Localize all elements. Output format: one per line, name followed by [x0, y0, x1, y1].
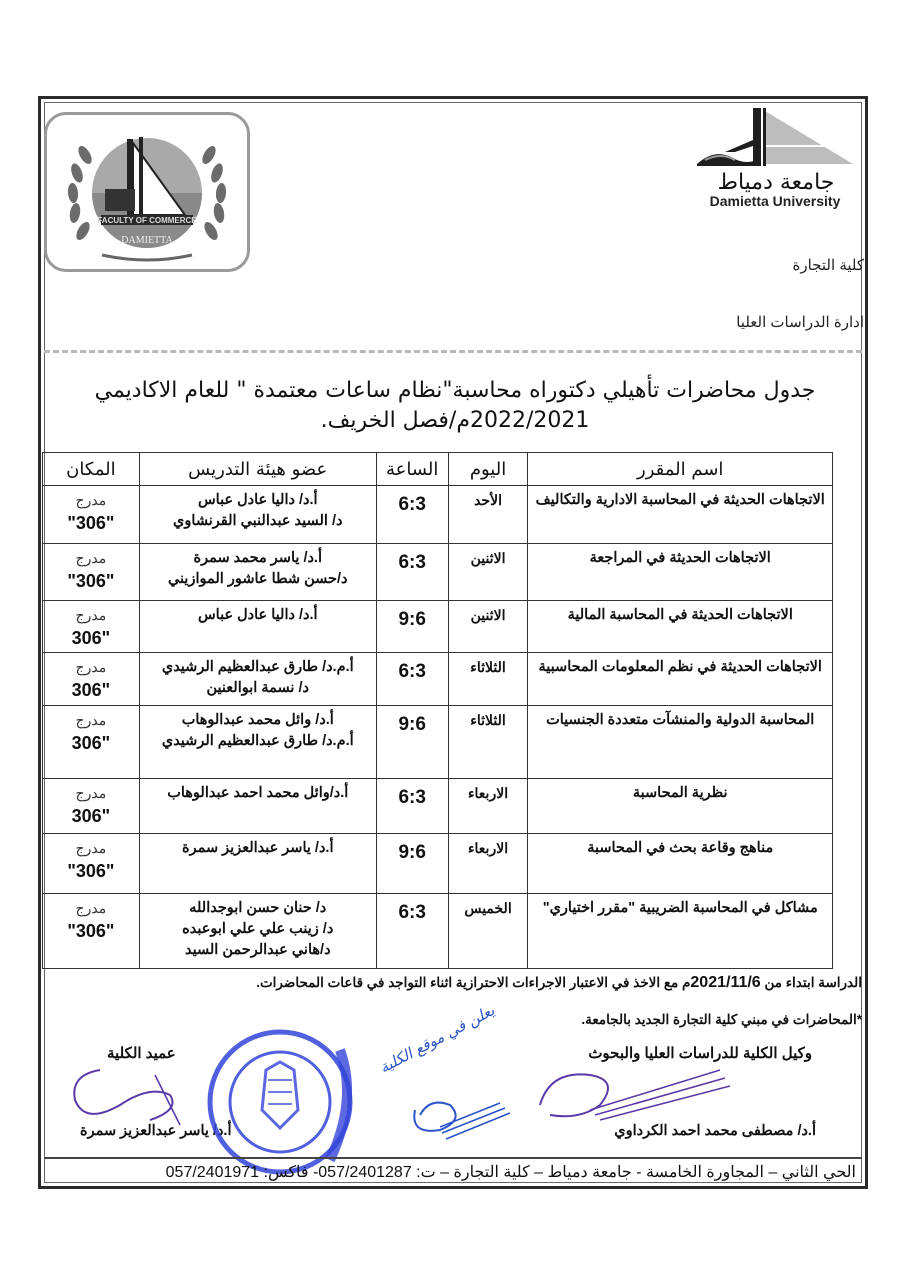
course-cell: الاتجاهات الحديثة في المحاسبة المالية — [528, 601, 833, 653]
faculty-cell — [139, 894, 376, 969]
place-label: مدرج — [75, 607, 107, 623]
place-room: 306" — [71, 806, 111, 826]
table-row — [43, 601, 833, 653]
day-cell: الثلاثاء — [448, 653, 528, 706]
place-label: مدرج — [75, 712, 107, 728]
start-date-note — [256, 974, 862, 992]
svg-text:FACULTY OF COMMERCE: FACULTY OF COMMERCE — [97, 216, 197, 225]
university-name-ar: جامعة دمياط — [717, 170, 835, 195]
faculty-member: د/هاني عبدالرحمن السيد — [184, 942, 331, 958]
department-name: ادارة الدراسات العليا — [736, 314, 864, 331]
note-start-prefix: الدراسة ابتداء من — [760, 975, 862, 990]
place-room: 306" — [71, 628, 111, 648]
handwritten-note-text: يعلن في موقع الكلية — [376, 1001, 498, 1077]
faculty-member: أ.د/ ياسر محمد سمرة — [193, 550, 322, 566]
footer-address: الحي الثاني – المجاورة الخامسة - جامعة دمياط – كلية التجارة – ت: 057/2401287- فاكس: 057/2401971 — [165, 1164, 856, 1181]
place-room: "306" — [67, 571, 115, 591]
faculty-member: د/ نسمة ابوالعنين — [206, 680, 309, 696]
faculty-name: كلية التجارة — [792, 257, 864, 274]
faculty-member: د/ السيد عبدالنبي القرنشاوي — [173, 513, 343, 529]
svg-text:DAMIETTA: DAMIETTA — [121, 235, 173, 246]
faculty-member: د/حسن شطا عاشور الموازيني — [167, 571, 348, 587]
faculty-member: د/ حنان حسن ابوجدالله — [189, 900, 327, 916]
time-cell: 9:6 — [376, 601, 448, 653]
faculty-cell — [139, 601, 376, 653]
faculty-emblem-icon — [47, 115, 247, 269]
note-start-date: 2021/11/6 — [690, 974, 761, 991]
faculty-logo — [44, 112, 250, 272]
place-cell — [43, 653, 140, 706]
table-header-row — [43, 453, 833, 486]
dean-name: أ.د/ ياسر عبدالعزيز سمرة — [80, 1123, 232, 1139]
table-row — [43, 544, 833, 601]
day-cell: الثلاثاء — [448, 706, 528, 779]
place-room: 306" — [71, 680, 111, 700]
time-cell: 6:3 — [376, 894, 448, 969]
place-room: "306" — [67, 861, 115, 881]
place-cell — [43, 834, 140, 894]
faculty-member: أ.د/وائل محمد احمد عبدالوهاب — [167, 785, 349, 801]
footer-separator — [44, 1157, 862, 1159]
faculty-member: أ.م.د/ طارق عبدالعظيم الرشيدي — [161, 733, 354, 749]
title-line-1: جدول محاضرات تأهيلي دكتوراه محاسبة"نظام ساعات معتمدة " للعام الاكاديمي — [94, 378, 816, 403]
place-room: "306" — [67, 921, 115, 941]
place-cell — [43, 601, 140, 653]
column-header-place: المكان — [43, 453, 140, 486]
table-row — [43, 834, 833, 894]
place-cell — [43, 544, 140, 601]
university-emblem-icon — [695, 106, 860, 176]
course-cell: نظرية المحاسبة — [528, 779, 833, 834]
page-title — [50, 376, 860, 436]
day-cell: الخميس — [448, 894, 528, 969]
place-label: مدرج — [75, 840, 107, 856]
column-header-faculty: عضو هيئة التدريس — [139, 453, 376, 486]
faculty-cell — [139, 653, 376, 706]
day-cell: الاربعاء — [448, 834, 528, 894]
table-row — [43, 653, 833, 706]
place-cell — [43, 706, 140, 779]
place-cell — [43, 779, 140, 834]
course-cell: الاتجاهات الحديثة في المراجعة — [528, 544, 833, 601]
faculty-member: أ.د/ وائل محمد عبدالوهاب — [181, 712, 334, 728]
faculty-cell — [139, 779, 376, 834]
place-label: مدرج — [75, 785, 107, 801]
header-separator — [44, 350, 862, 353]
place-room: 306" — [71, 733, 111, 753]
faculty-member: أ.د/ ياسر عبدالعزيز سمرة — [182, 840, 334, 856]
faculty-cell — [139, 544, 376, 601]
day-cell: الاثنين — [448, 601, 528, 653]
time-cell: 6:3 — [376, 653, 448, 706]
vice-dean-name: أ.د/ مصطفى محمد احمد الكرداوي — [614, 1123, 816, 1139]
place-label: مدرج — [75, 900, 107, 916]
faculty-member: أ.د/ داليا عادل عباس — [197, 492, 318, 508]
faculty-cell — [139, 706, 376, 779]
day-cell: الاربعاء — [448, 779, 528, 834]
time-cell: 6:3 — [376, 779, 448, 834]
day-cell: الاثنين — [448, 544, 528, 601]
faculty-member: د/ زينب علي علي ابوعبده — [182, 921, 334, 937]
table-row — [43, 706, 833, 779]
faculty-member: أ.م.د/ طارق عبدالعظيم الرشيدي — [161, 659, 354, 675]
column-header-day: اليوم — [448, 453, 528, 486]
course-cell: الاتجاهات الحديثة في نظم المعلومات المحاسبية — [528, 653, 833, 706]
faculty-cell — [139, 834, 376, 894]
building-note: *المحاضرات في مبني كلية التجارة الجديد بالجامعة. — [581, 1012, 862, 1027]
time-cell: 9:6 — [376, 706, 448, 779]
dean-title: عميد الكلية — [107, 1045, 176, 1062]
time-cell: 6:3 — [376, 544, 448, 601]
course-cell: المحاسبة الدولية والمنشآت متعددة الجنسيات — [528, 706, 833, 779]
column-header-course: اسم المقرر — [528, 453, 833, 486]
time-cell: 9:6 — [376, 834, 448, 894]
column-header-time: الساعة — [376, 453, 448, 486]
title-line-2: 2022/2021م/فصل الخريف. — [320, 408, 590, 433]
course-cell: الاتجاهات الحديثة في المحاسبة الادارية والتكاليف — [528, 486, 833, 544]
place-label: مدرج — [75, 659, 107, 675]
time-cell: 6:3 — [376, 486, 448, 544]
table-row — [43, 779, 833, 834]
faculty-member: أ.د/ داليا عادل عباس — [197, 607, 318, 623]
faculty-cell — [139, 486, 376, 544]
table-row — [43, 894, 833, 969]
university-name-en: Damietta University — [709, 193, 841, 209]
day-cell: الأحد — [448, 486, 528, 544]
table-row — [43, 486, 833, 544]
vice-dean-title: وكيل الكلية للدراسات العليا والبحوث — [588, 1045, 812, 1062]
place-label: مدرج — [75, 550, 107, 566]
place-room: "306" — [67, 513, 115, 533]
place-label: مدرج — [75, 492, 107, 508]
schedule-table — [42, 452, 833, 969]
course-cell: مشاكل في المحاسبة الضريبية "مقرر اختياري" — [528, 894, 833, 969]
place-cell — [43, 894, 140, 969]
place-cell — [43, 486, 140, 544]
note-start-suffix: م مع الاخذ في الاعتبار الاجراءات الاحترازية اثناء التواجد في قاعات المحاضرات. — [256, 975, 691, 990]
course-cell: مناهج وقاعة بحث في المحاسبة — [528, 834, 833, 894]
